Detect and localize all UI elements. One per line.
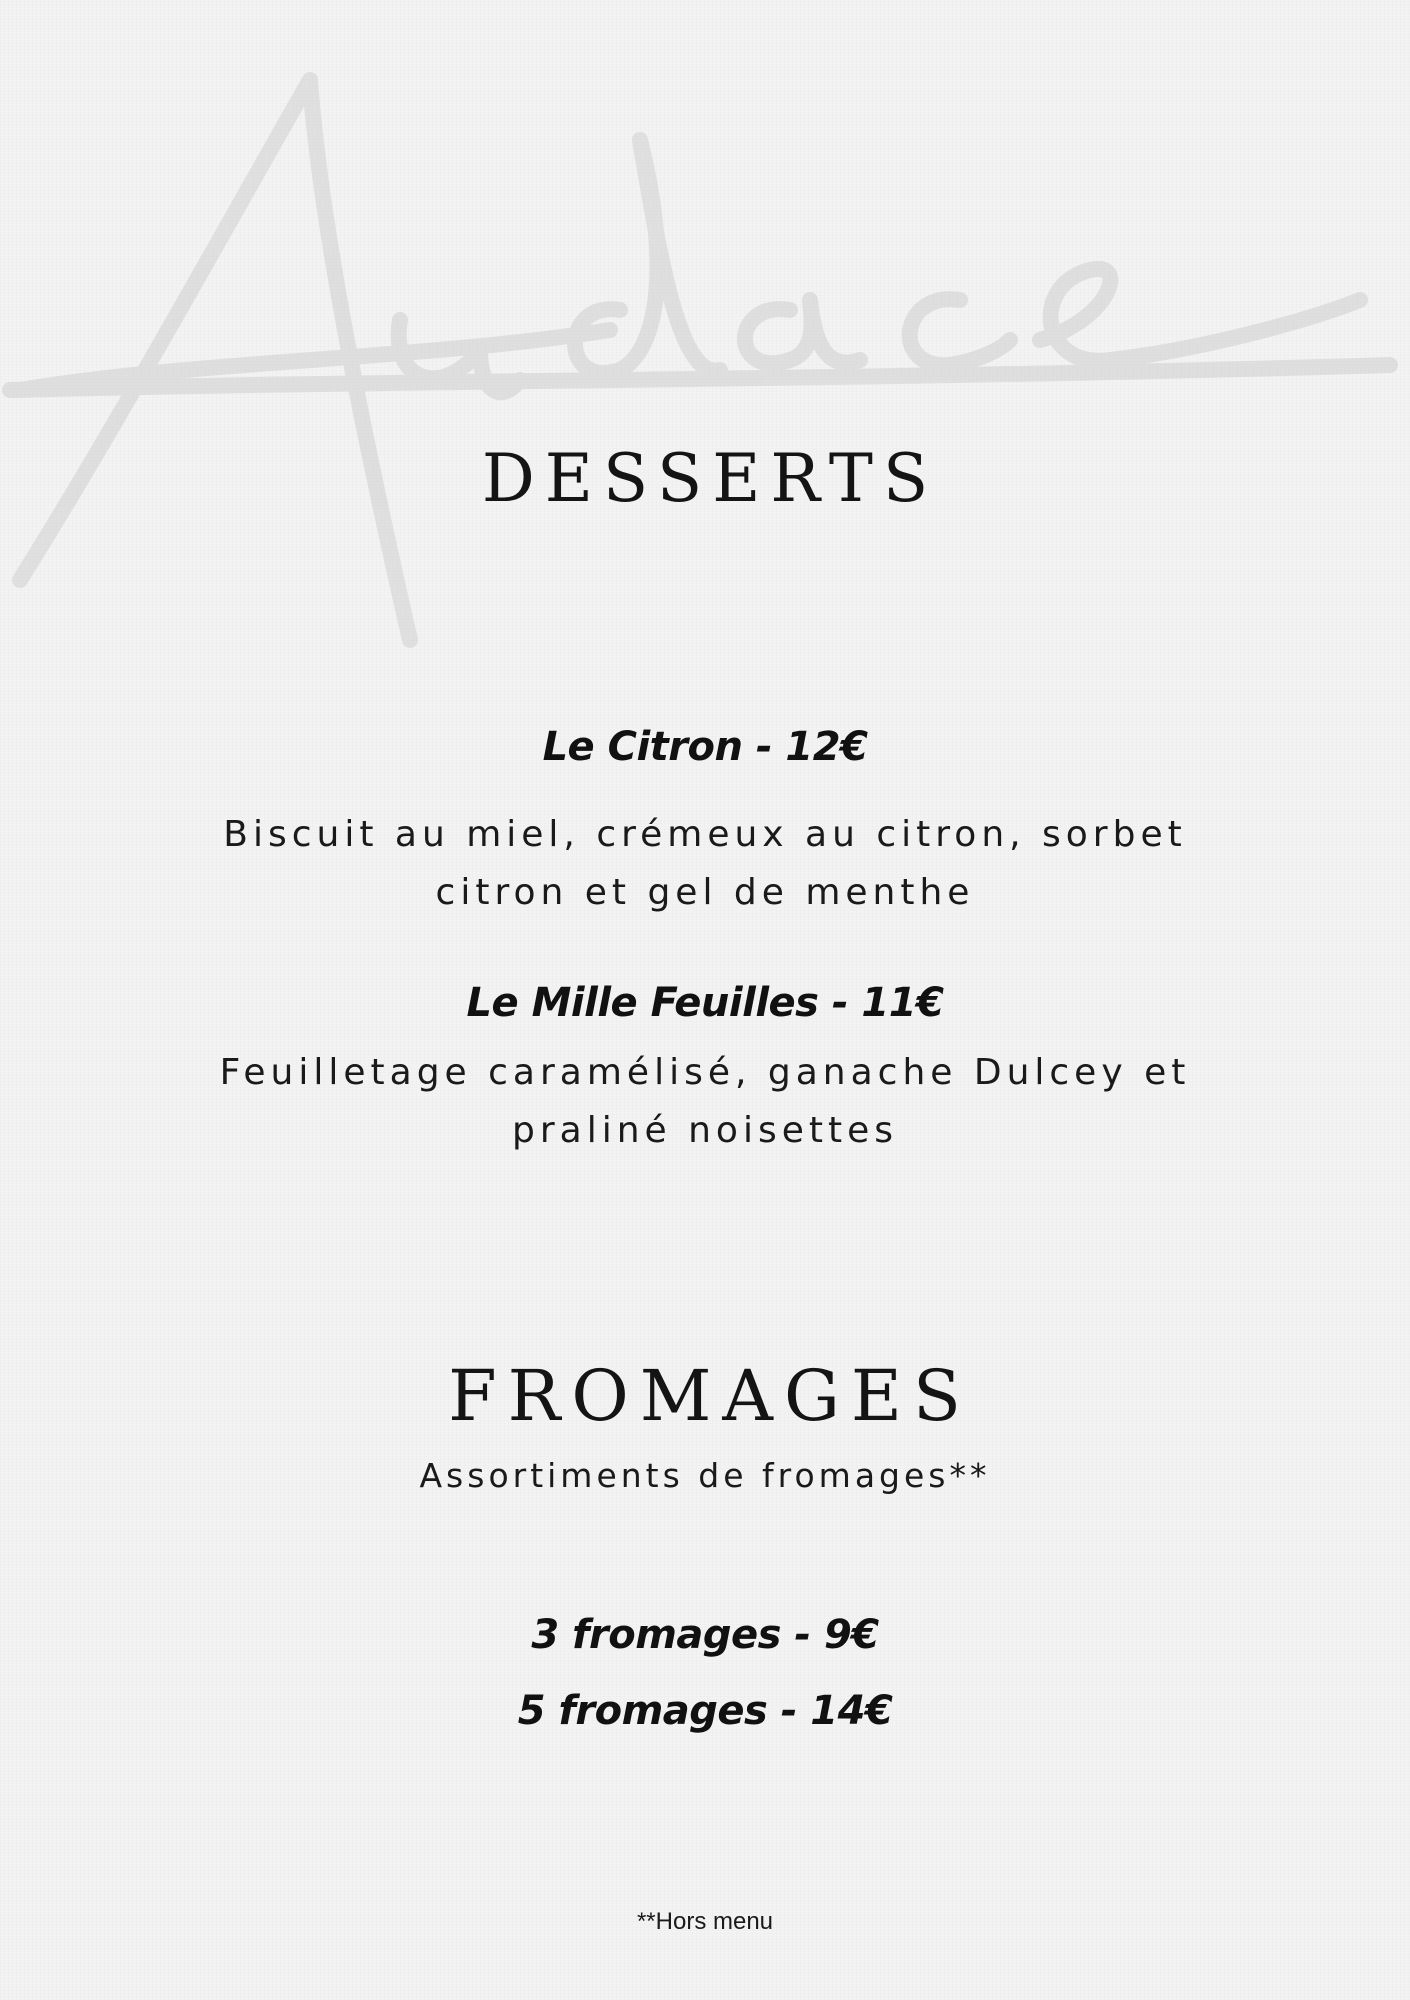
footnote: **Hors menu xyxy=(636,1908,774,1935)
desserts-heading: DESSERTS xyxy=(481,440,939,517)
fromages-subtitle: Assortiments de fromages** xyxy=(419,1456,991,1495)
fromages-heading: FROMAGES xyxy=(448,1355,972,1437)
dessert-item-description: Biscuit au miel, crémeux au citron, sorbet citron et gel de menthe xyxy=(223,814,1187,913)
dessert-item-name: Le Mille Feuilles - 11€ xyxy=(466,980,944,1026)
dessert-item-name: Le Citron - 12€ xyxy=(542,724,868,770)
fromages-option: 5 fromages - 14€ xyxy=(517,1688,893,1734)
fromages-option: 3 fromages - 9€ xyxy=(531,1612,879,1658)
dessert-item-description: Feuilletage caramélisé, ganache Dulcey et praliné noisettes xyxy=(219,1052,1191,1151)
